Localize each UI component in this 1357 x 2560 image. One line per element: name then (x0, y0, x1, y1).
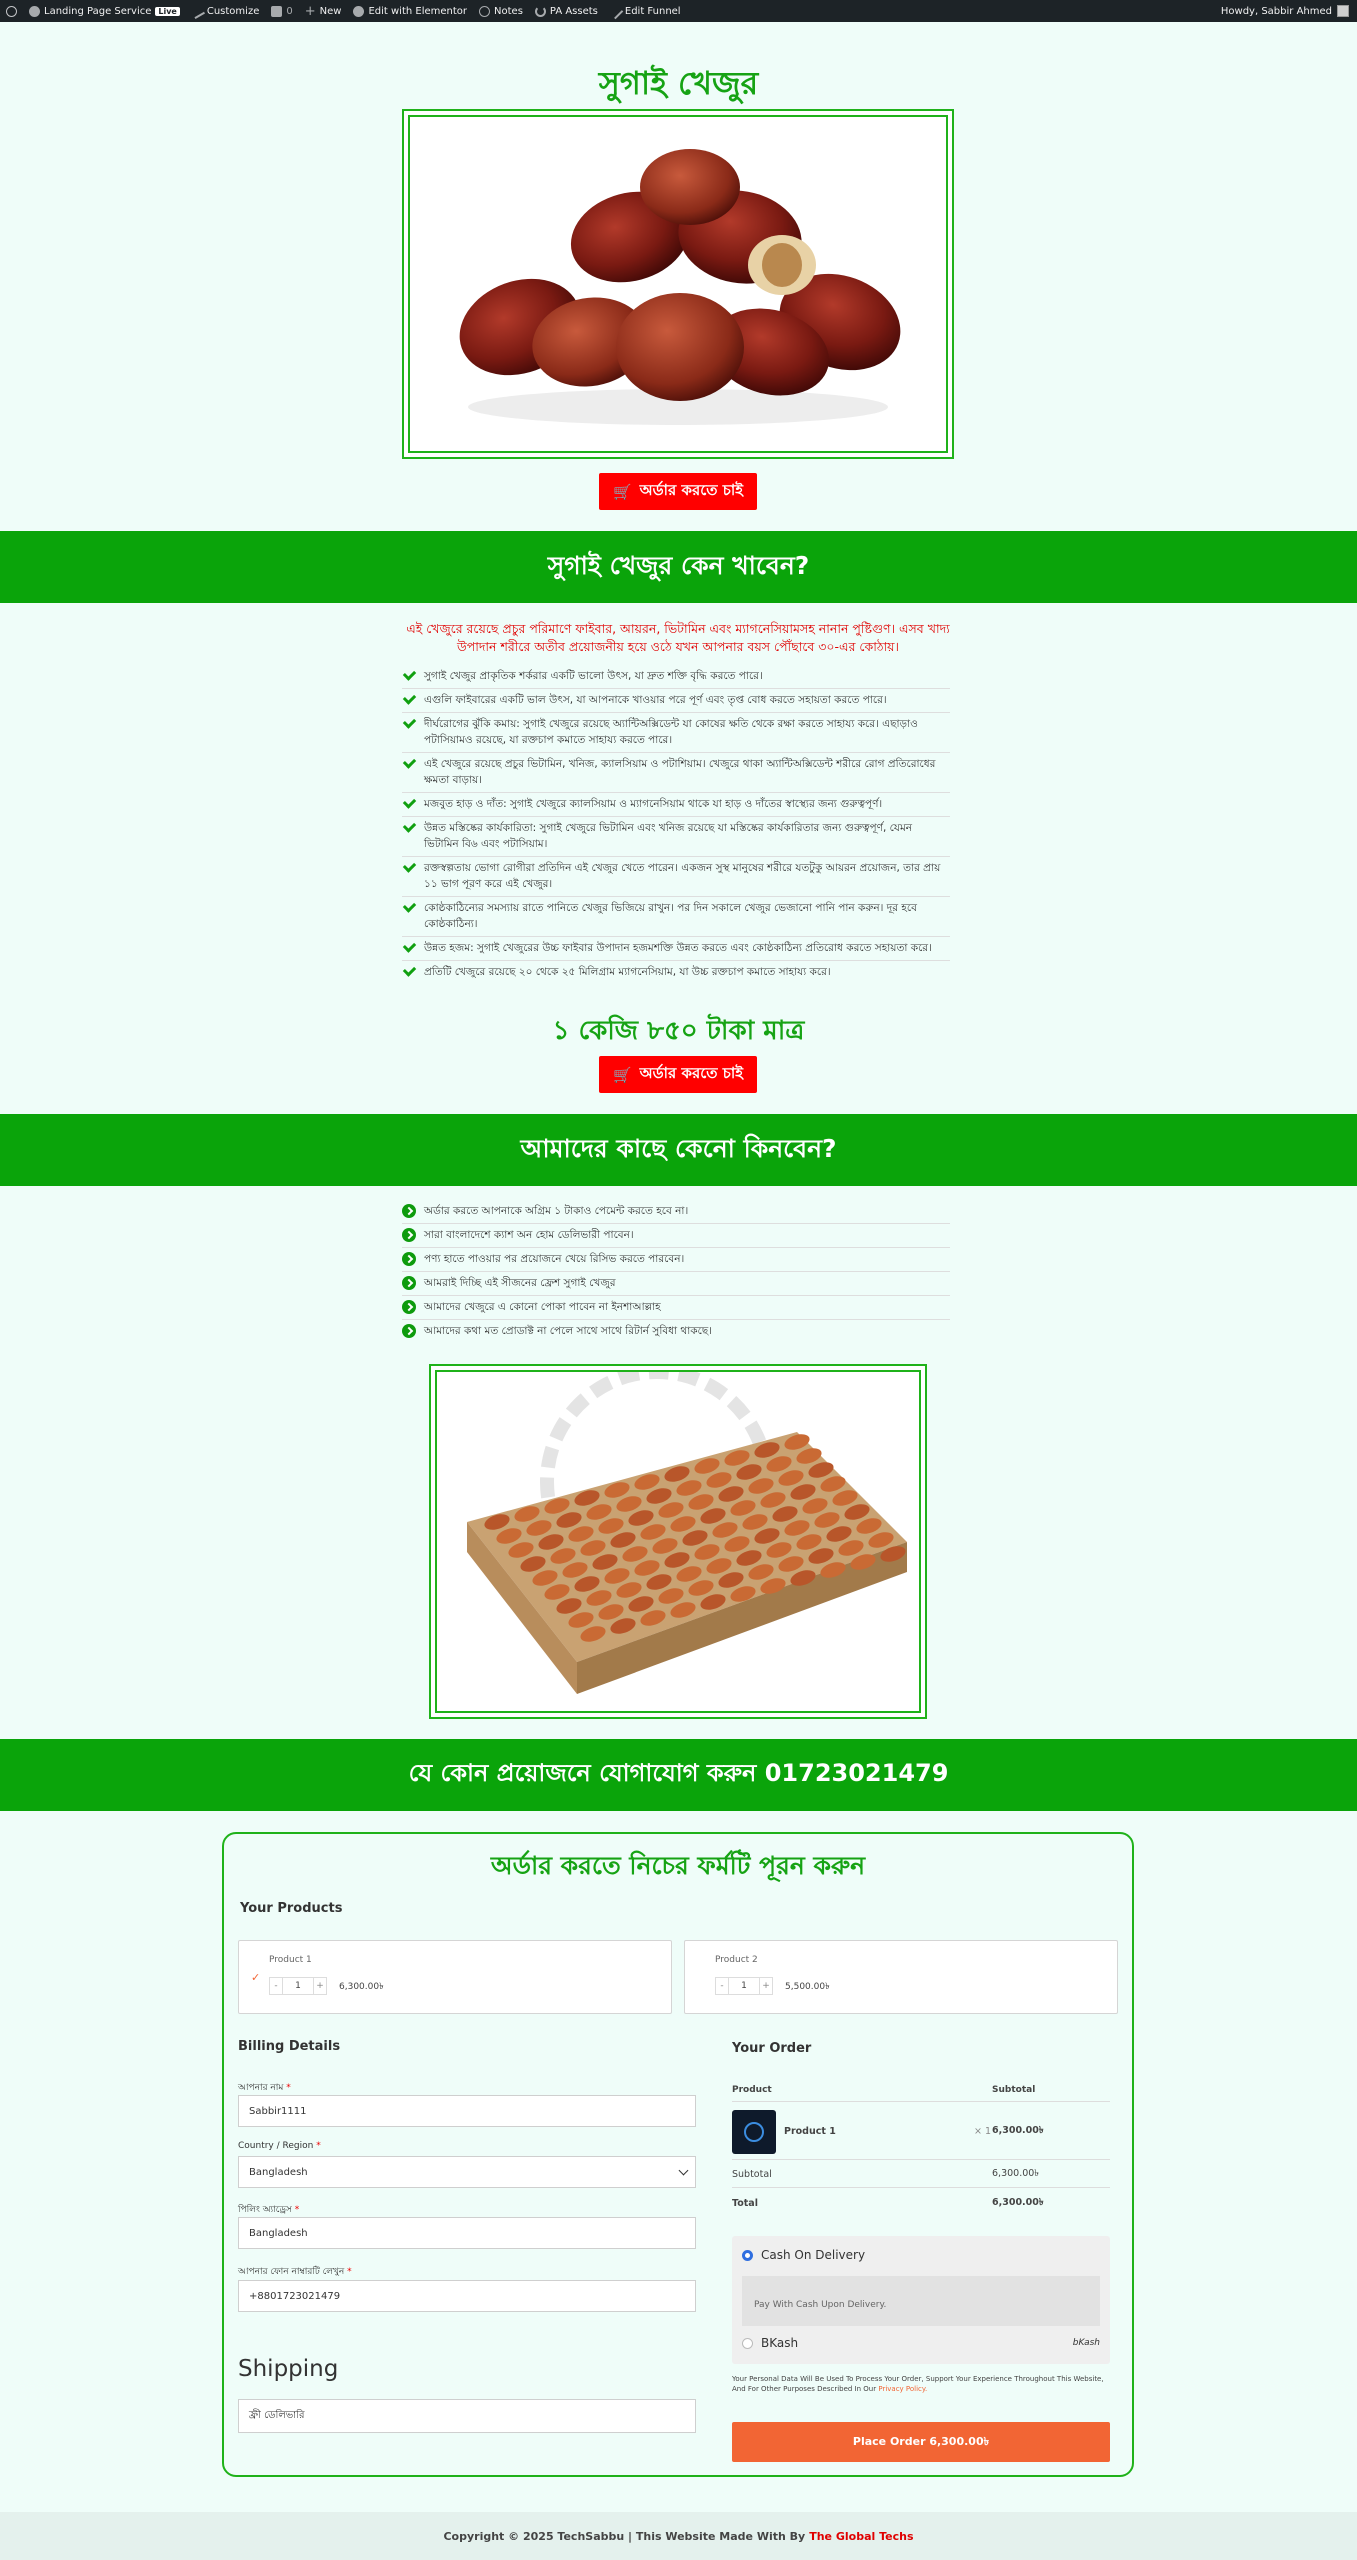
reason-item: আমাদের খেজুরে এ কোনো পোকা পাবেন না ইনশাআল্লাহ (402, 1296, 950, 1320)
comments-link[interactable]: 0 (265, 0, 298, 22)
shipping-title: Shipping (238, 2356, 339, 2382)
benefits-list (402, 665, 950, 984)
hero-title: সুগাই খেজুর (598, 64, 759, 102)
dashboard-icon (29, 6, 40, 17)
order-item-row: Product 1 × 1 6,300.00৳ (732, 2104, 1110, 2160)
comment-icon (271, 6, 282, 17)
footer-brand-link[interactable]: The Global Techs (809, 2529, 914, 2543)
bkash-logo-icon: bKash (1072, 2338, 1100, 2348)
quantity-value[interactable]: 1 (283, 1977, 313, 1995)
check-icon (402, 756, 416, 772)
your-order-title: Your Order (732, 2041, 812, 2056)
box-image-frame (429, 1364, 927, 1719)
circle-check-icon (402, 1252, 416, 1266)
your-products-title: Your Products (240, 1901, 343, 1916)
admin-bar (0, 0, 1357, 22)
product-thumbnail (732, 2110, 776, 2154)
notes-link[interactable]: Notes (473, 0, 529, 22)
privacy-policy-link[interactable]: Privacy Policy. (878, 2385, 928, 2393)
benefit-item: কোষ্ঠকাঠিন্যের সমস্যায় রাতে পানিতে খেজুর ভিজিয়ে রাখুন। পর দিন সকালে খেজুর ভেজানো পানি পান করুন। দূর হবে কোষ্ঠকাঠিন্য। (402, 897, 950, 937)
elementor-icon (353, 6, 364, 17)
benefit-item: উন্নত হজম: সুগাই খেজুরের উচ্চ ফাইবার উপাদান হজমশক্তি উন্নত করতে এবং কোষ্ঠকাঠিন্য প্রতিরোধ করতে সহায়তা করে। (402, 937, 950, 961)
benefit-item: দীর্ঘরোগের ঝুঁকি কমায়: সুগাই খেজুরে রয়েছে অ্যান্টিঅক্সিডেন্ট যা কোষের ক্ষতি থেকে রক্ষা করতে সাহায্য করে। এছাড়াও পটাসিয়ামও রয়েছে, যা রক্তচাপ কমাতে সাহায্য করতে পারে। (402, 713, 950, 753)
refresh-icon (535, 6, 546, 17)
order-table-header: Product Subtotal (732, 2078, 1110, 2102)
plus-icon: + (304, 3, 316, 19)
name-field[interactable]: Sabbir1111 (238, 2095, 696, 2127)
order-now-button[interactable]: 🛒 অর্ডার করতে চাই (599, 473, 757, 510)
site-name-link[interactable]: Landing Page Service Live (23, 0, 186, 22)
checkout-title: অর্ডার করতে নিচের ফর্মটি পূরন করুন (490, 1851, 866, 1880)
product-card-1[interactable]: ✓ Product 1 - 1 + 6,300.00৳ (238, 1940, 672, 2014)
product-price: 5,500.00৳ (785, 1981, 830, 1992)
check-icon (402, 820, 416, 836)
price-text: ১ কেজি ৮৫০ টাকা মাত্র (552, 1016, 805, 1046)
payment-methods (732, 2236, 1110, 2364)
hero-image-frame (402, 109, 954, 459)
name-label: আপনার নাম * (238, 2083, 291, 2093)
benefit-item: এগুলি ফাইবারের একটি ভাল উৎস, যা আপনাকে খাওয়ার পরে পূর্ণ এবং তৃপ্ত বোধ করতে সহায়তা করতে পারে। (402, 689, 950, 713)
shipping-field[interactable]: ফ্রী ডেলিভারি (238, 2399, 696, 2433)
address-field[interactable]: Bangladesh (238, 2217, 696, 2249)
check-icon (402, 716, 416, 732)
cart-icon: 🛒 (612, 1065, 632, 1084)
country-select[interactable]: Bangladesh (238, 2156, 696, 2188)
order-now-button-2[interactable]: 🛒 অর্ডার করতে চাই (599, 1056, 757, 1093)
check-icon (402, 668, 416, 684)
customize-link[interactable]: Customize (186, 0, 266, 22)
cod-description: Pay With Cash Upon Delivery. (742, 2276, 1100, 2326)
circle-check-icon (402, 1324, 416, 1338)
chevron-down-icon (679, 2166, 689, 2176)
check-icon[interactable]: ✓ (251, 1971, 261, 1984)
check-icon (402, 940, 416, 956)
benefit-item: এই খেজুরে রয়েছে প্রচুর ভিটামিন, খনিজ, ক্যালসিয়াম ও পটাশিয়াম। খেজুরে থাকা অ্যান্টিঅক্সিডেন্ট শরীরে রোগ প্রতিরোধের ক্ষমতা বাড়ায়। (402, 753, 950, 793)
product-price: 6,300.00৳ (339, 1981, 384, 1992)
check-icon (402, 964, 416, 980)
reason-item: আমাদের কথা মত প্রোডাক্ট না পেলে সাথে সাথে রিটার্ন সুবিধা থাকছে। (402, 1320, 950, 1343)
increment-button[interactable]: + (759, 1977, 773, 1995)
circle-check-icon (402, 1300, 416, 1314)
radio-unselected[interactable] (742, 2338, 753, 2349)
check-icon (402, 692, 416, 708)
quantity-stepper[interactable] (269, 1977, 384, 1995)
phone-field[interactable]: +8801723021479 (238, 2280, 696, 2312)
quantity-stepper[interactable] (715, 1977, 830, 1995)
payment-bkash-option[interactable]: BKash bKash (742, 2336, 1100, 2350)
decrement-button[interactable]: - (715, 1977, 729, 1995)
reason-item: আমরাই দিচ্ছি এই সীজনের ফ্রেশ সুগাই খেজুর (402, 1272, 950, 1296)
payment-cod-option[interactable]: Cash On Delivery (742, 2248, 865, 2262)
check-icon (402, 900, 416, 916)
brush-icon (190, 3, 205, 18)
increment-button[interactable]: + (313, 1977, 327, 1995)
circle-check-icon (402, 1276, 416, 1290)
country-label: Country / Region * (238, 2141, 321, 2151)
reason-item: পণ্য হাতে পাওয়ার পর প্রয়োজনে খেয়ে রিসিভ করতে পারবেন। (402, 1248, 950, 1272)
check-icon (402, 796, 416, 812)
contact-band: যে কোন প্রয়োজনে যোগাযোগ করুন 01723021479 (0, 1739, 1357, 1811)
benefit-item: উন্নত মস্তিষ্কের কার্যকারিতা: সুগাই খেজুরে ভিটামিন এবং খনিজ রয়েছে যা মস্তিষ্কের কার্যকারিতার জন্য গুরুত্বপূর্ণ, যেমন ভিটামিন বি৬ এবং পটাসিয়াম। (402, 817, 950, 857)
reason-item: সারা বাংলাদেশে ক্যাশ অন হোম ডেলিভারী পাবেন। (402, 1224, 950, 1248)
edit-funnel-link[interactable]: Edit Funnel (604, 0, 687, 22)
checkout-form (222, 1832, 1134, 2477)
pa-assets-link[interactable]: PA Assets (529, 0, 604, 22)
address-label: পিলিং অ্যাড্রেস * (238, 2205, 300, 2215)
wordpress-logo-icon[interactable] (0, 0, 23, 22)
radio-selected[interactable] (742, 2250, 753, 2261)
footer: Copyright © 2025 TechSabbu | This Website Made With By The Global Techs (0, 2512, 1357, 2560)
edit-elementor-link[interactable]: Edit with Elementor (347, 0, 473, 22)
circle-check-icon (402, 1228, 416, 1242)
privacy-notice: Your Personal Data Will Be Used To Process Your Order, Support Your Experience Throughout This Website, And For Other Purposes Described In Our Privacy Policy. (732, 2375, 1104, 2393)
new-content-link[interactable]: + New (304, 3, 342, 19)
avatar (1337, 5, 1349, 17)
benefit-item: প্রতিটি খেজুরে রয়েছে ২০ থেকে ২৫ মিলিগ্রাম ম্যাগনেসিয়াম, যা উচ্চ রক্তচাপ কমাতে সাহায্য করে। (402, 961, 950, 984)
why-intro: এই খেজুরে রয়েছে প্রচুর পরিমাণে ফাইবার, আয়রন, ভিটামিন এবং ম্যাগনেসিয়ামসহ নানান পুষ্টিগুণ। এসব খাদ্য উপাদান শরীরে অতীব প্রয়োজনীয় হয়ে ওঠে যখন আপনার বয়স পৌঁছাবে ৩০-এর কোঠায়। (406, 621, 950, 654)
reasons-list (402, 1200, 950, 1343)
benefit-item: রক্তস্বল্পতায় ভোগা রোগীরা প্রতিদিন এই খেজুর খেতে পারেন। একজন সুস্থ মানুষের শরীরে যতটুকু আয়রন প্রয়োজন, তার প্রায় ১১ ভাগ পূরণ করে এই খেজুর। (402, 857, 950, 897)
speech-bubble-icon (479, 6, 490, 17)
buy-section-heading: আমাদের কাছে কেনো কিনবেন? (0, 1114, 1357, 1186)
total-row: Total 6,300.00৳ (732, 2196, 1044, 2209)
dates-box-image (435, 1370, 921, 1713)
reason-item: অর্ডার করতে আপনাকে অগ্রিম ১ টাকাও পেমেন্ট করতে হবে না। (402, 1200, 950, 1224)
live-badge: Live (155, 7, 179, 16)
cart-icon: 🛒 (612, 482, 632, 501)
dates-pile-image (408, 115, 948, 453)
check-icon (402, 860, 416, 876)
user-menu[interactable]: Howdy, Sabbir Ahmed (1221, 5, 1357, 17)
place-order-button[interactable]: Place Order 6,300.00৳ (732, 2422, 1110, 2462)
pencil-icon (608, 3, 624, 19)
logo-icon (744, 2122, 764, 2142)
benefit-item: সুগাই খেজুর প্রাকৃতিক শর্করার একটি ভালো উৎস, যা দ্রুত শক্তি বৃদ্ধি করতে পারে। (402, 665, 950, 689)
why-section-heading: সুগাই খেজুর কেন খাবেন? (0, 531, 1357, 603)
decrement-button[interactable]: - (269, 1977, 283, 1995)
billing-title: Billing Details (238, 2039, 341, 2054)
benefit-item: মজবুত হাড় ও দাঁত: সুগাই খেজুরে ক্যালসিয়াম ও ম্যাগনেসিয়াম থাকে যা হাড় ও দাঁতের স্বাস্থ্যের জন্য গুরুত্বপূর্ণ। (402, 793, 950, 817)
quantity-value[interactable]: 1 (729, 1977, 759, 1995)
product-card-2[interactable]: Product 2 - 1 + 5,500.00৳ (684, 1940, 1118, 2014)
phone-label: আপনার ফোন নাম্বারটি লেখুন * (238, 2267, 352, 2277)
subtotal-row: Subtotal 6,300.00৳ (732, 2162, 1110, 2188)
circle-check-icon (402, 1204, 416, 1218)
